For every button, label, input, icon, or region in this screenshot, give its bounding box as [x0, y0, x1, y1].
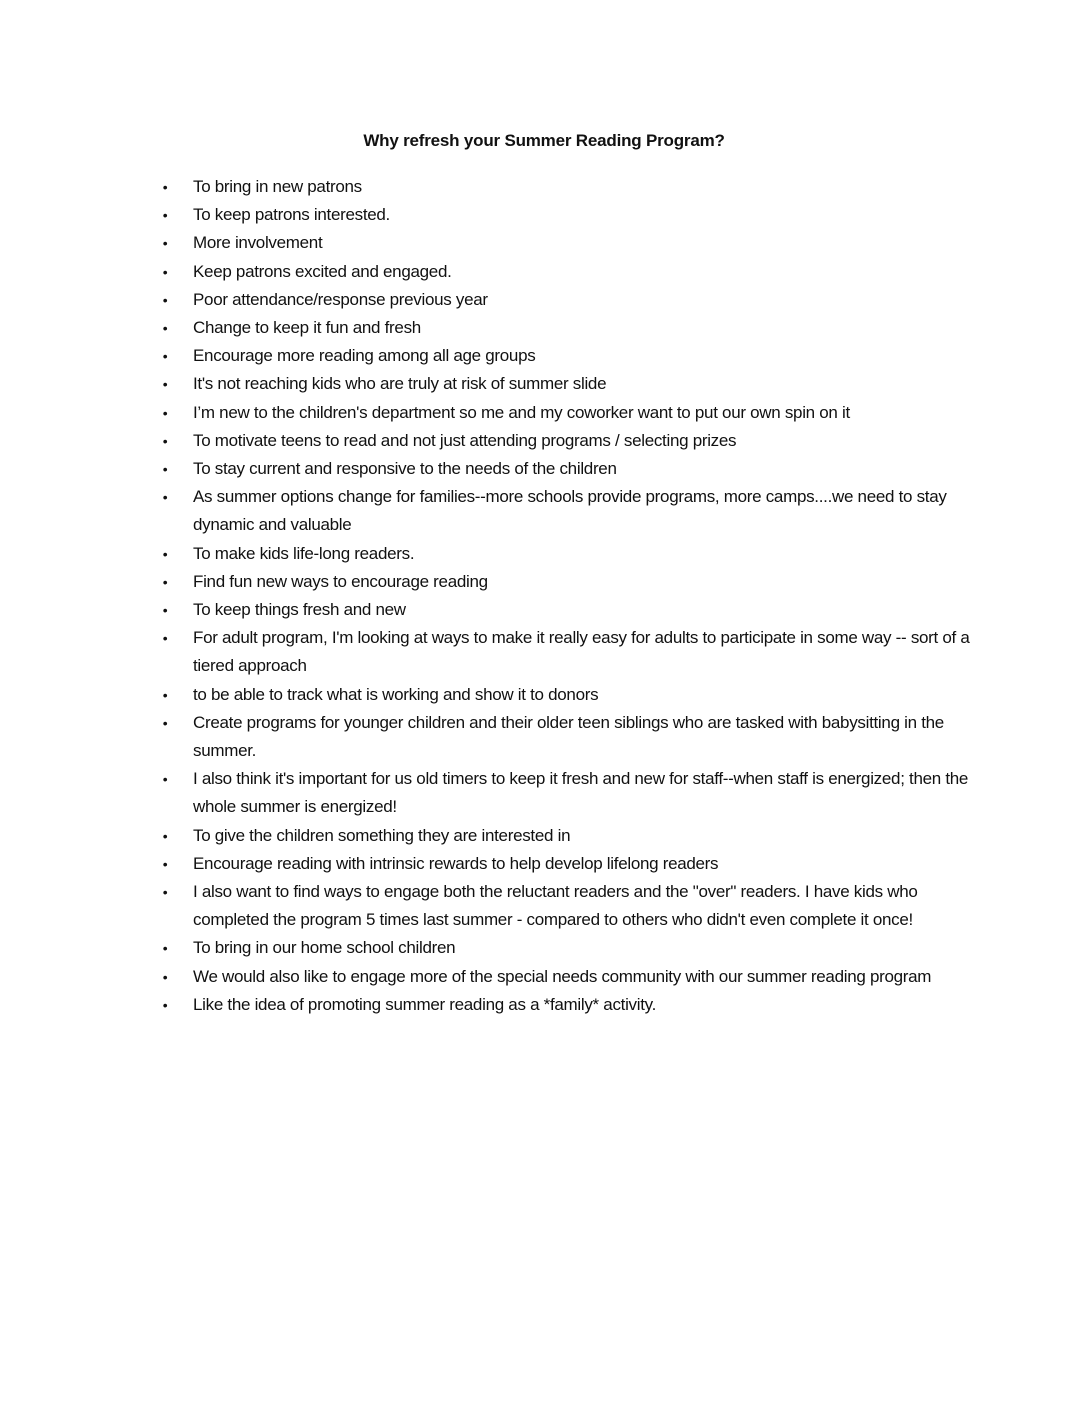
list-item-text: To keep things fresh and new — [193, 600, 406, 620]
list-item-text: to be able to track what is working and show it to donors — [193, 684, 599, 704]
list-item — [156, 681, 976, 709]
list-item-text: To keep patrons interested. — [193, 205, 390, 225]
list-item — [156, 286, 976, 314]
list-item — [156, 596, 976, 624]
list-item-text: I’m new to the children's department so me and my coworker want to put our own spin on it — [193, 402, 850, 422]
list-item — [156, 370, 976, 398]
bullet-icon: • — [162, 630, 168, 647]
bullet-icon: • — [162, 207, 168, 224]
bullet-icon: • — [162, 489, 168, 506]
list-item-text: Keep patrons excited and engaged. — [193, 261, 452, 281]
list-item — [156, 229, 976, 257]
list-item — [156, 991, 976, 1019]
list-item — [156, 314, 976, 342]
bullet-icon: • — [162, 263, 168, 280]
bullet-icon: • — [162, 884, 168, 901]
bullet-icon: • — [162, 235, 168, 252]
list-item-text: I also want to find ways to engage both the reluctant readers and the "over" readers. I have kids who completed the program 5 times last summer - compared to others who didn't even complete it once! — [193, 882, 918, 930]
list-item — [156, 624, 976, 680]
list-item-text: Find fun new ways to encourage reading — [193, 571, 488, 591]
list-item-text: To stay current and responsive to the needs of the children — [193, 459, 617, 479]
list-item-text: Change to keep it fun and fresh — [193, 318, 421, 338]
list-item — [156, 427, 976, 455]
list-item-text: Like the idea of promoting summer reading as a *family* activity. — [193, 994, 657, 1014]
list-item — [156, 455, 976, 483]
bullet-icon: • — [162, 686, 168, 703]
bullet-icon: • — [162, 573, 168, 590]
list-item — [156, 709, 976, 765]
bullet-icon: • — [162, 348, 168, 365]
list-item — [156, 342, 976, 370]
list-item-text: Encourage more reading among all age groups — [193, 346, 536, 366]
list-item-text: As summer options change for families--more schools provide programs, more camps....we need to stay dynamic and valuable — [193, 487, 947, 535]
list-item — [156, 540, 976, 568]
bullet-icon: • — [162, 404, 168, 421]
bullet-icon: • — [162, 827, 168, 844]
list-item-text: Create programs for younger children and their older teen siblings who are tasked with babysitting in the summer. — [193, 712, 944, 761]
bullet-icon: • — [162, 320, 168, 337]
list-item-text: For adult program, I'm looking at ways to make it really easy for adults to participate in some way -- sort of a tiered approach — [193, 628, 970, 676]
list-item — [156, 201, 976, 229]
bullet-icon: • — [162, 432, 168, 449]
list-item-text: To give the children something they are interested in — [193, 825, 571, 845]
reasons-list — [156, 173, 976, 1019]
list-item — [156, 822, 976, 850]
list-item-text: To motivate teens to read and not just attending programs / selecting prizes — [193, 430, 737, 450]
list-item-text: Encourage reading with intrinsic rewards to help develop lifelong readers — [193, 853, 719, 873]
list-item — [156, 173, 976, 201]
list-item — [156, 934, 976, 962]
list-item-text: To bring in new patrons — [193, 177, 362, 196]
page-title: Why refresh your Summer Reading Program? — [363, 131, 725, 150]
bullet-icon: • — [162, 968, 168, 985]
list-item — [156, 399, 976, 427]
bullet-icon: • — [162, 602, 168, 619]
bullet-icon: • — [162, 376, 168, 393]
bullet-icon: • — [162, 940, 168, 957]
list-item — [156, 258, 976, 286]
list-item — [156, 765, 976, 821]
list-item — [156, 963, 976, 991]
list-item-text: Poor attendance/response previous year — [193, 289, 488, 309]
bullet-icon: • — [162, 461, 168, 478]
list-item — [156, 483, 976, 539]
list-item-text: To make kids life-long readers. — [193, 543, 415, 563]
bullet-icon: • — [162, 545, 168, 562]
list-item-text: We would also like to engage more of the special needs community with our summer reading program — [193, 966, 932, 986]
list-item — [156, 850, 976, 878]
list-item-text: To bring in our home school children — [193, 938, 456, 958]
bullet-icon: • — [162, 179, 168, 195]
bullet-icon: • — [162, 996, 168, 1013]
list-item-text: More involvement — [193, 233, 323, 253]
bullet-icon: • — [162, 291, 168, 308]
bullet-icon: • — [162, 855, 168, 872]
list-item-text: It's not reaching kids who are truly at risk of summer slide — [193, 374, 607, 394]
list-item — [156, 878, 976, 934]
bullet-icon: • — [162, 771, 168, 788]
list-item — [156, 568, 976, 596]
bullet-icon: • — [162, 714, 168, 731]
list-item-text: I also think it's important for us old timers to keep it fresh and new for staff--when staff is energized; then the whole summer is energized! — [193, 769, 969, 817]
